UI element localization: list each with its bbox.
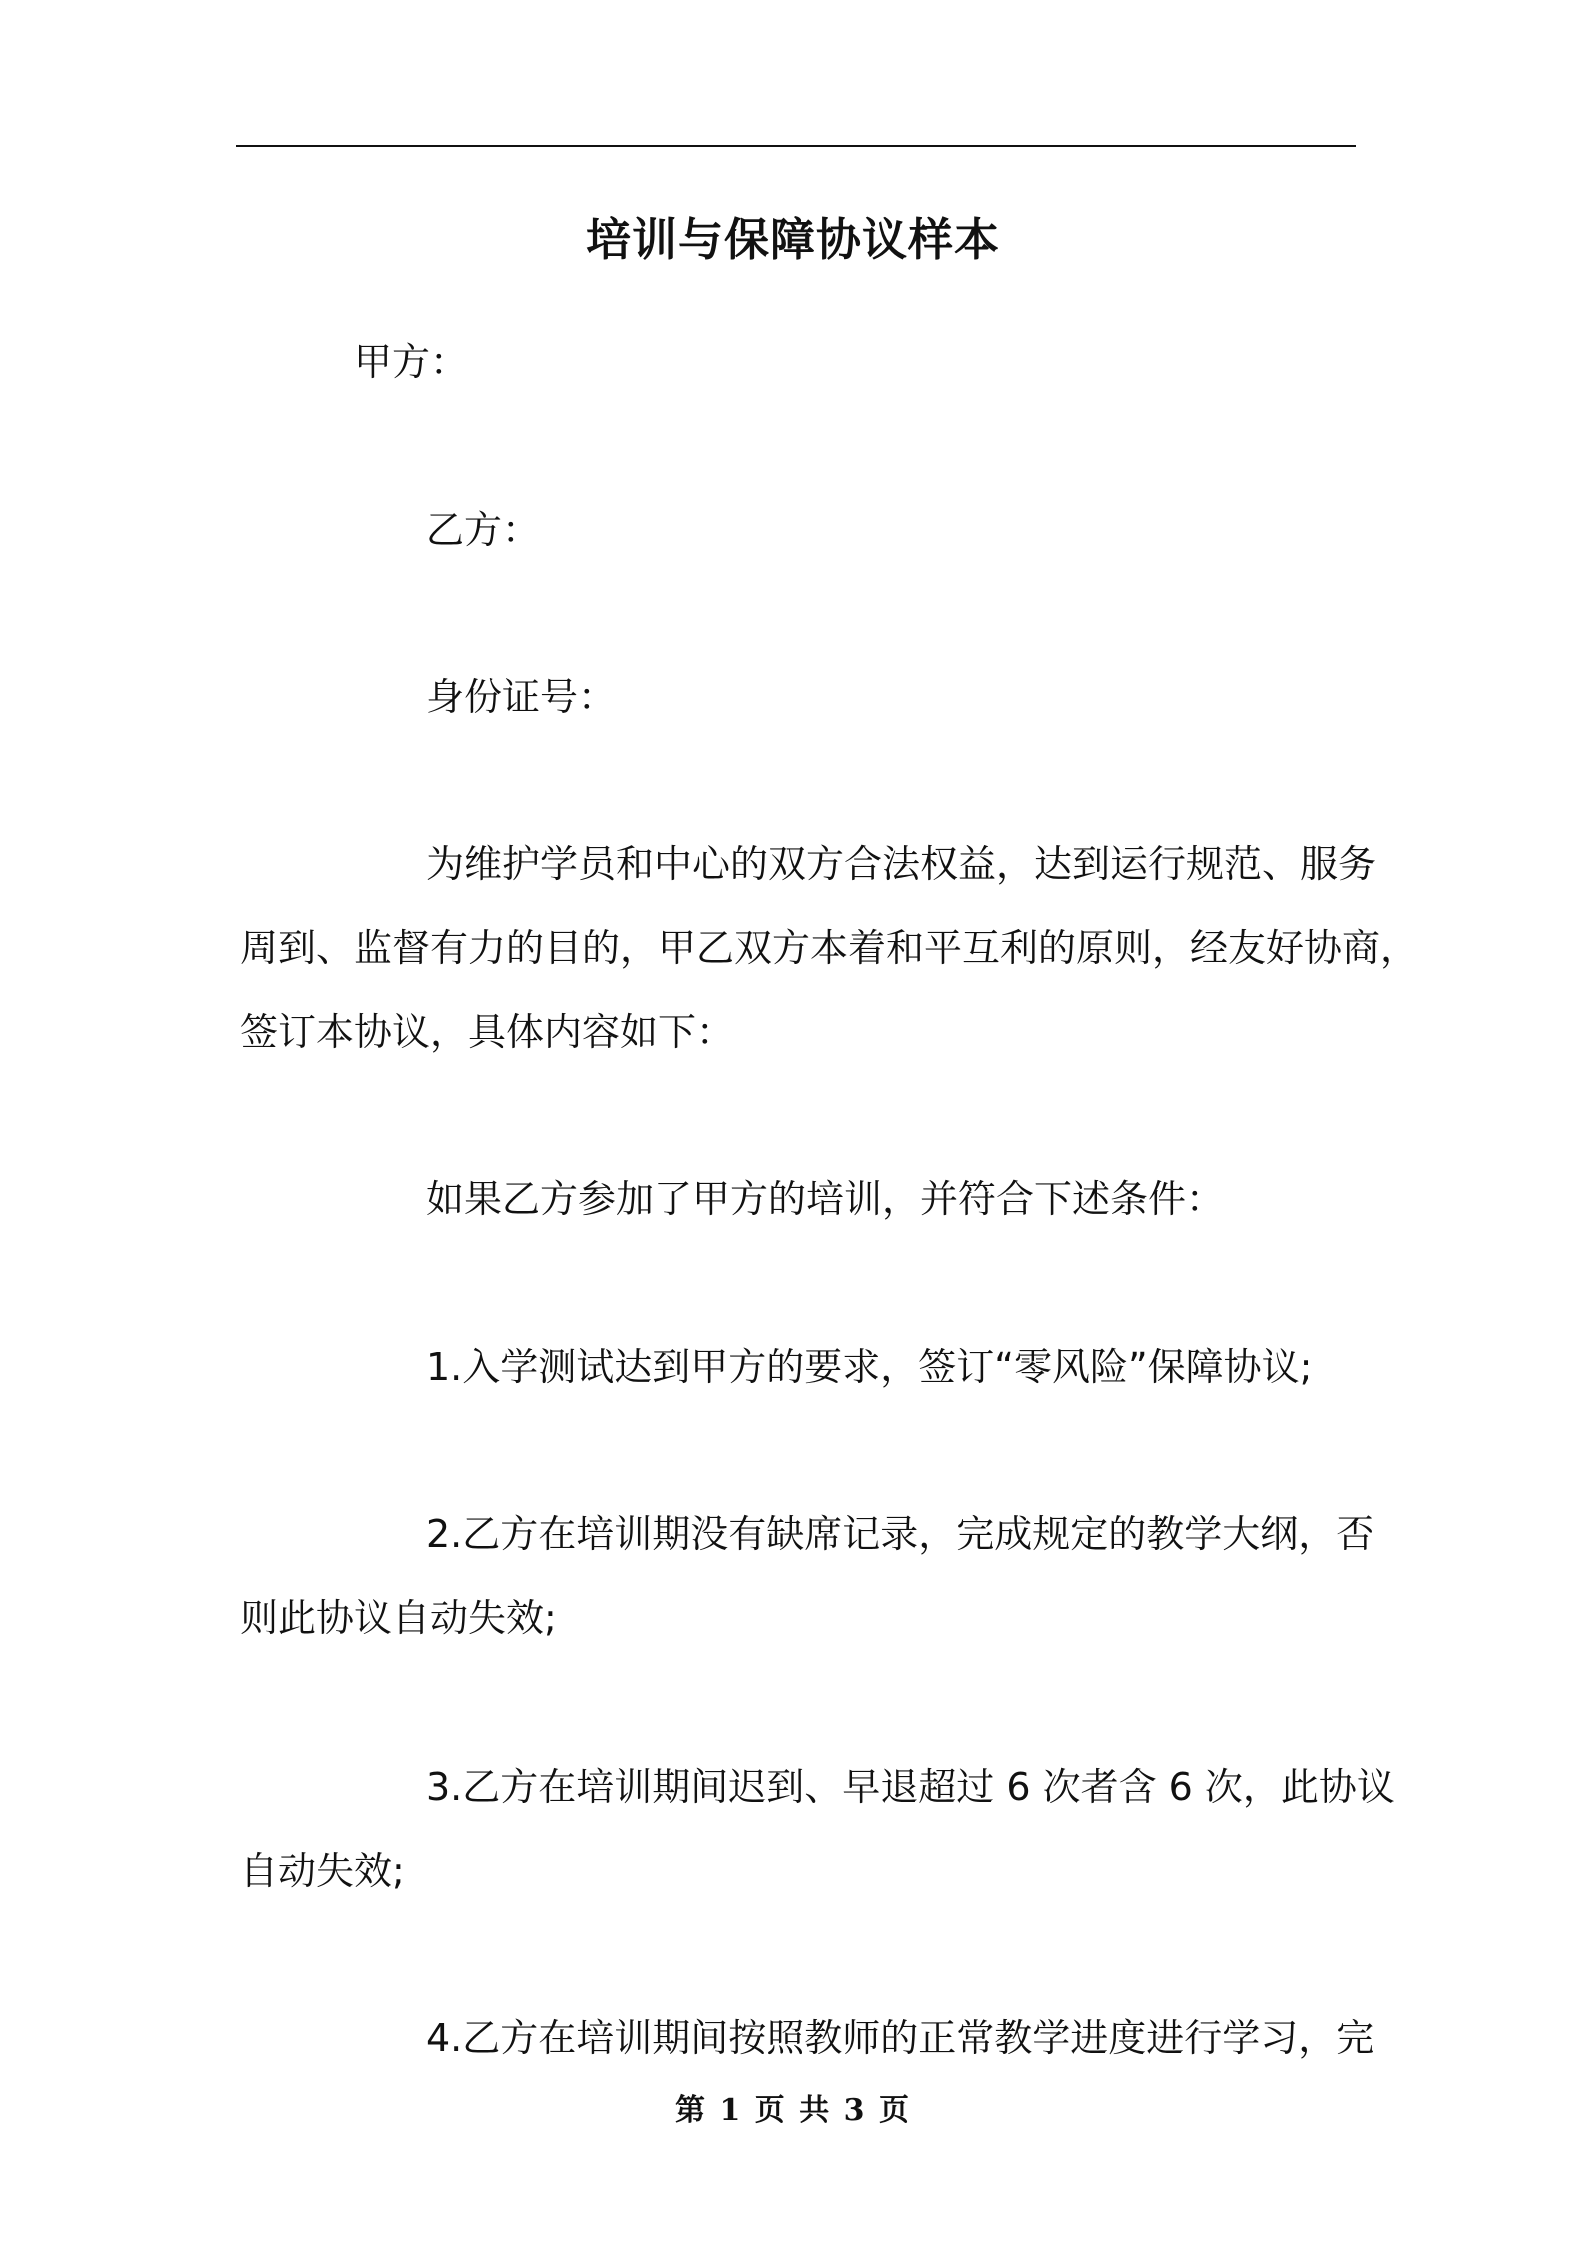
item-2-line-1: 2.乙方在培训期没有缺席记录，完成规定的教学大纲，否 xyxy=(426,1512,1375,1556)
item-2-line-2: 则此协议自动失效; xyxy=(240,1596,557,1640)
party-b-label: 乙方： xyxy=(426,508,541,552)
id-number-label: 身份证号： xyxy=(426,675,617,719)
item-4 xyxy=(240,1996,1390,2080)
page-number: 第 1 页 共 3 页 xyxy=(675,2093,911,2128)
item-1: 1.入学测试达到甲方的要求，签订“零风险”保障协议; xyxy=(426,1345,1313,1389)
item-4-line-1: 4.乙方在培训期间按照教师的正常教学进度进行学习，完 xyxy=(426,2016,1375,2060)
condition-lead: 如果乙方参加了甲方的培训，并符合下述条件： xyxy=(426,1177,1225,1221)
intro-line-3: 签订本协议，具体内容如下： xyxy=(240,1010,735,1054)
party-a-label: 甲方： xyxy=(354,340,469,384)
item-3-line-2: 自动失效; xyxy=(240,1849,405,1893)
item-3-line-1: 3.乙方在培训期间迟到、早退超过 6 次者含 6 次，此协议 xyxy=(426,1765,1395,1809)
document-title: 培训与保障协议样本 xyxy=(585,213,1000,266)
item-3 xyxy=(240,1745,1395,1913)
intro-paragraph xyxy=(240,822,1419,1074)
intro-line-2: 周到、监督有力的目的，甲乙双方本着和平互利的原则，经友好协商， xyxy=(240,926,1419,970)
intro-line-1: 为维护学员和中心的双方合法权益，达到运行规范、服务 xyxy=(426,842,1377,886)
item-2 xyxy=(240,1492,1390,1660)
header-rule xyxy=(236,145,1356,147)
